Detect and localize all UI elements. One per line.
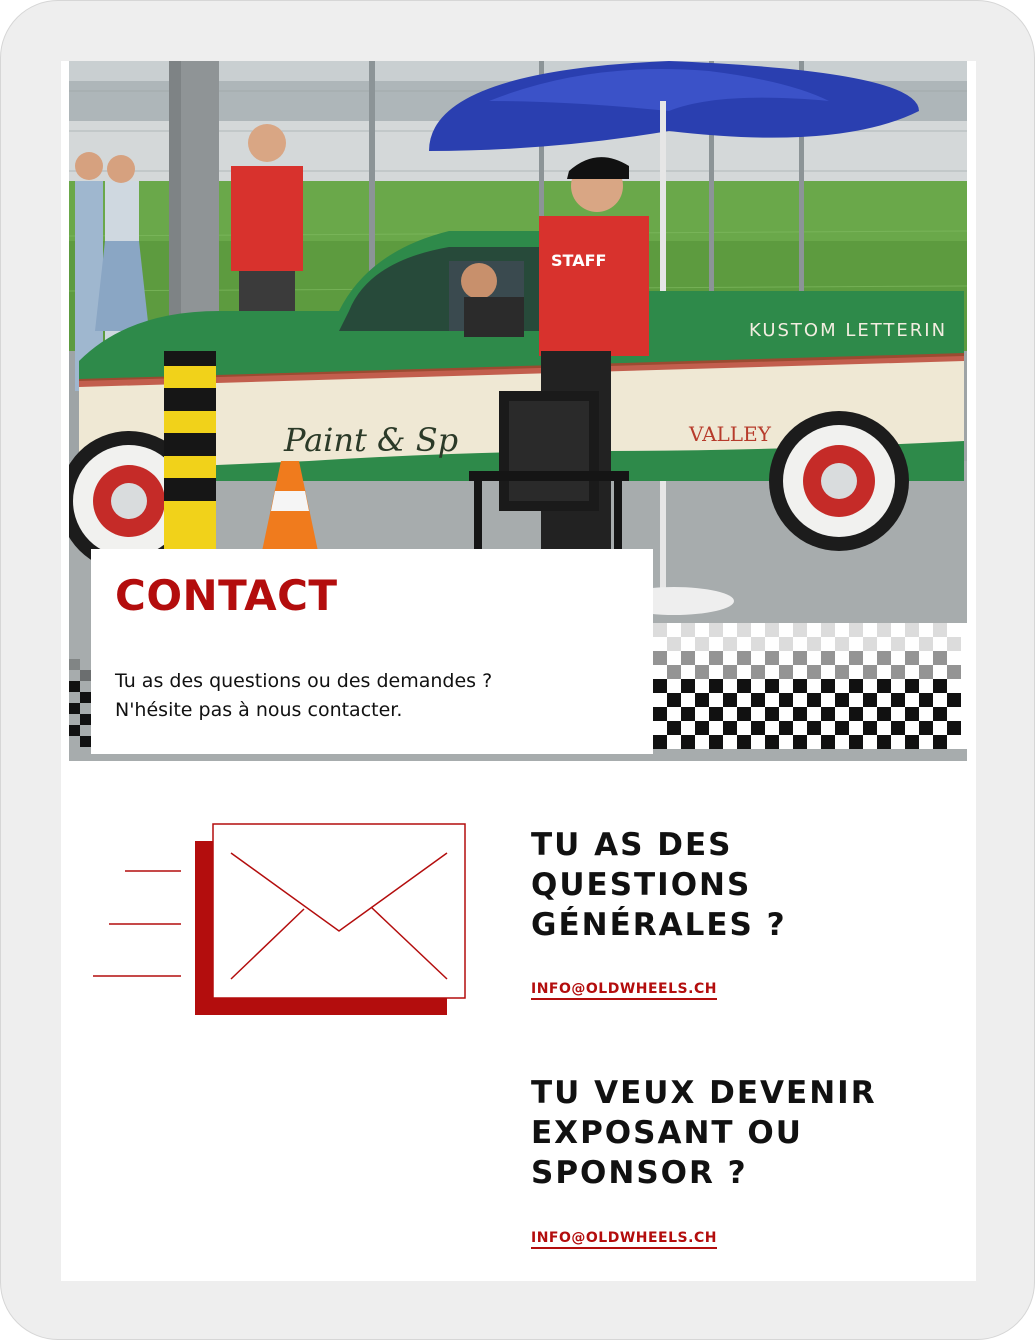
checker-square	[891, 637, 905, 651]
checker-square	[835, 665, 849, 679]
checker-square	[779, 693, 793, 707]
checker-square	[947, 721, 961, 735]
checker-square	[863, 665, 877, 679]
heading-line: TU AS DES	[531, 827, 733, 863]
checker-square	[681, 679, 695, 693]
contact-title: CONTACT	[115, 571, 338, 620]
checker-square	[947, 665, 961, 679]
checker-square	[933, 707, 947, 721]
checker-square	[681, 735, 695, 749]
checker-square	[835, 637, 849, 651]
car-lettering-valley: VALLEY	[689, 422, 771, 446]
contact-intro	[115, 667, 492, 725]
checker-square	[765, 651, 779, 665]
checker-square	[695, 721, 709, 735]
checker-square	[709, 679, 723, 693]
checker-square	[891, 693, 905, 707]
car-lettering-kustom: KUSTOM LETTERIN	[749, 320, 948, 341]
checker-square	[905, 651, 919, 665]
checker-square	[807, 637, 821, 651]
checker-square	[891, 665, 905, 679]
checker-square	[667, 693, 681, 707]
screen	[61, 61, 976, 1281]
checker-square	[737, 707, 751, 721]
checker-square	[933, 623, 947, 637]
checker-square	[667, 637, 681, 651]
checker-square	[653, 651, 667, 665]
car-lettering-paint: Paint & Sp	[284, 421, 459, 459]
checker-square	[947, 693, 961, 707]
checker-square	[793, 623, 807, 637]
checker-square	[821, 623, 835, 637]
checker-square	[849, 735, 863, 749]
checker-square	[877, 735, 891, 749]
checker-square	[653, 735, 667, 749]
checker-square	[793, 735, 807, 749]
checker-square	[695, 693, 709, 707]
checker-square	[933, 735, 947, 749]
checker-square	[737, 651, 751, 665]
contact-card	[91, 549, 653, 754]
checker-square	[835, 693, 849, 707]
checker-square	[835, 721, 849, 735]
checker-square	[863, 693, 877, 707]
checker-square	[849, 707, 863, 721]
checker-square	[723, 721, 737, 735]
checker-square	[765, 735, 779, 749]
checker-square	[709, 707, 723, 721]
checker-square	[821, 707, 835, 721]
envelope-icon	[89, 821, 469, 1021]
heading-line: EXPOSANT OU	[531, 1115, 803, 1151]
checker-square	[737, 679, 751, 693]
checker-square	[765, 679, 779, 693]
checker-square	[919, 637, 933, 651]
checker-square	[933, 679, 947, 693]
checker-square	[849, 679, 863, 693]
checker-square	[653, 623, 667, 637]
checker-square	[905, 707, 919, 721]
checker-square	[653, 679, 667, 693]
checker-square	[821, 651, 835, 665]
checker-square	[779, 637, 793, 651]
checker-square	[765, 623, 779, 637]
checker-square	[765, 707, 779, 721]
checker-square	[905, 623, 919, 637]
exhibitor-heading	[531, 1073, 931, 1193]
staff-shirt-text: STAFF	[551, 251, 607, 270]
checker-square	[919, 665, 933, 679]
checker-square	[793, 651, 807, 665]
checker-square	[779, 721, 793, 735]
heading-line: GÉNÉRALES ?	[531, 907, 787, 943]
checker-square	[723, 693, 737, 707]
checker-square	[877, 707, 891, 721]
heading-line: QUESTIONS	[531, 867, 752, 903]
checker-square	[709, 623, 723, 637]
checker-square	[807, 665, 821, 679]
checker-pattern-right	[653, 623, 967, 749]
checker-square	[877, 651, 891, 665]
contact-line-2: N'hésite pas à nous contacter.	[115, 699, 403, 721]
general-questions-section	[531, 825, 931, 1000]
checker-square	[877, 623, 891, 637]
checker-square	[723, 665, 737, 679]
checker-square	[821, 735, 835, 749]
checker-square	[681, 707, 695, 721]
checker-square	[667, 665, 681, 679]
checker-pattern-left	[69, 659, 91, 751]
heading-line: SPONSOR ?	[531, 1155, 748, 1191]
checker-square	[653, 707, 667, 721]
general-email-link[interactable]: INFO@OLDWHEELS.CH	[531, 981, 717, 1000]
checker-square	[779, 665, 793, 679]
checker-square	[905, 735, 919, 749]
checker-square	[807, 693, 821, 707]
checker-square	[863, 637, 877, 651]
checker-square	[793, 707, 807, 721]
checker-square	[751, 637, 765, 651]
checker-square	[751, 665, 765, 679]
checker-square	[695, 637, 709, 651]
checker-square	[737, 623, 751, 637]
checker-square	[947, 637, 961, 651]
checker-square	[723, 637, 737, 651]
checker-square	[919, 693, 933, 707]
checker-square	[667, 721, 681, 735]
contact-line-1: Tu as des questions ou des demandes ?	[115, 670, 493, 692]
checker-square	[863, 721, 877, 735]
checker-square	[891, 721, 905, 735]
checker-square	[709, 735, 723, 749]
checker-square	[681, 623, 695, 637]
exhibitor-section	[531, 1073, 931, 1249]
checker-square	[849, 651, 863, 665]
heading-line: TU VEUX DEVENIR	[531, 1075, 877, 1111]
checker-square	[933, 651, 947, 665]
exhibitor-email-link[interactable]: INFO@OLDWHEELS.CH	[531, 1230, 717, 1249]
checker-square	[821, 679, 835, 693]
checker-square	[807, 721, 821, 735]
checker-square	[905, 679, 919, 693]
checker-square	[877, 679, 891, 693]
checker-square	[751, 721, 765, 735]
checker-square	[681, 651, 695, 665]
general-questions-heading	[531, 825, 931, 945]
checker-square	[695, 665, 709, 679]
checker-square	[751, 693, 765, 707]
checker-square	[737, 735, 751, 749]
checker-square	[793, 679, 807, 693]
checker-square	[919, 721, 933, 735]
checker-square	[849, 623, 863, 637]
checker-square	[709, 651, 723, 665]
